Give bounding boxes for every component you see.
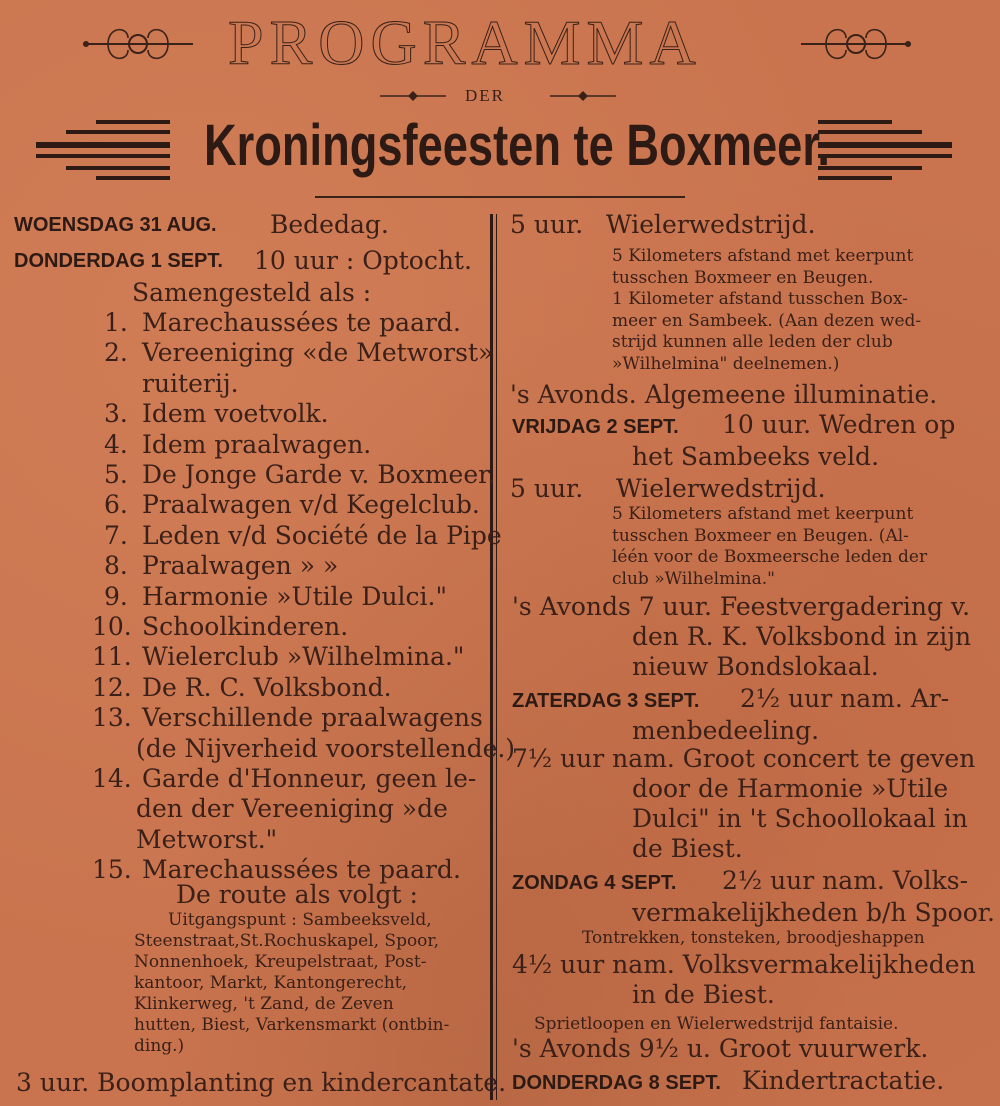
concert-line: Dulci" in 't Schoollokaal in xyxy=(632,804,968,833)
list-item-number: 6. xyxy=(104,490,128,520)
zondag-small: Tontrekken, tonsteken, broodjeshappen xyxy=(582,928,925,948)
donderdag-text: 10 uur : Optocht. xyxy=(254,246,472,275)
vuurwerk-line: 's Avonds 9½ u. Groot vuurwerk. xyxy=(512,1034,929,1063)
list-item: De Jonge Garde v. Boxmeer. xyxy=(142,460,496,489)
list-item-number: 3. xyxy=(104,399,128,429)
list-item: Idem voetvolk. xyxy=(142,399,329,429)
zondag-day: ZONDAG 4 SEPT. xyxy=(512,872,677,894)
list-item: Marechaussées te paard. xyxy=(142,855,461,885)
feestvergadering-line: nieuw Bondslokaal. xyxy=(632,652,879,681)
list-item-continuation: den der Vereeniging »de xyxy=(136,794,448,824)
list-item: Verschillende praalwagens xyxy=(142,703,483,733)
list-item: De R. C. Volksbond. xyxy=(142,672,392,702)
right-rule-bars-icon xyxy=(818,120,952,184)
list-item: Vereeniging «de Metworst» xyxy=(142,338,494,368)
vrijdag-text1: 10 uur. Wedren op xyxy=(722,410,956,439)
wieler1-detail-line: meer en Sambeek. (Aan dezen wed- xyxy=(612,310,922,331)
der-left-ornament-icon xyxy=(378,88,448,104)
route-line: kantoor, Markt, Kantongerecht, xyxy=(134,973,407,993)
page-title: PROGRAMMA xyxy=(228,7,702,78)
avonds-illuminatie: 's Avonds. Algemeene illuminatie. xyxy=(510,380,938,409)
column-divider-2 xyxy=(496,214,497,1100)
list-item-number: 11. xyxy=(92,642,132,672)
wieler1-detail-line: 1 Kilometer afstand tusschen Box- xyxy=(612,289,908,309)
der-label: DER xyxy=(465,86,505,105)
donderdag8-text: Kindertractatie. xyxy=(742,1066,945,1095)
route-line: Steenstraat,St.Rochuskapel, Spoor, xyxy=(134,931,440,951)
route-line: Uitgangspunt : Sambeeksveld, xyxy=(168,910,432,930)
list-item: Praalwagen v/d Kegelclub. xyxy=(142,490,480,520)
route-line: ding.) xyxy=(134,1036,185,1056)
wieler2-detail-line: 5 Kilometers afstand met keerpunt xyxy=(612,504,914,524)
route-line: Nonnenhoek, Kreupelstraat, Post- xyxy=(134,952,427,972)
zaterdag-text1: 2½ uur nam. Ar- xyxy=(740,684,950,713)
list-item-number: 5. xyxy=(104,460,128,489)
list-item-number: 12. xyxy=(92,672,132,702)
concert-line: de Biest. xyxy=(632,834,743,863)
woensdag-day: WOENSDAG 31 AUG. xyxy=(14,214,217,236)
spriet-line: Sprietloopen en Wielerwedstrijd fantaisie. xyxy=(534,1014,899,1034)
vrijdag-text2: het Sambeeks veld. xyxy=(632,442,880,471)
right-flourish-icon xyxy=(796,14,916,74)
woensdag-text: Bededag. xyxy=(270,210,389,239)
list-item-continuation: ruiterij. xyxy=(142,368,239,398)
vrijdag-day: VRIJDAG 2 SEPT. xyxy=(512,416,679,438)
list-item: Garde d'Honneur, geen le- xyxy=(142,764,477,793)
list-item-number: 9. xyxy=(104,581,128,611)
wieler1-detail-line: »Wilhelmina" deelnemen.) xyxy=(612,353,840,374)
route-line: Klinkerweg, 't Zand, de Zeven xyxy=(134,994,394,1014)
route-heading: De route als volgt : xyxy=(176,880,418,909)
samengesteld-label: Samengesteld als : xyxy=(132,278,372,307)
list-item-number: 14. xyxy=(92,764,132,793)
list-item: Marechaussées te paard. xyxy=(142,308,461,337)
volks-line: 4½ uur nam. Volksvermakelijkheden xyxy=(512,950,976,979)
left-rule-bars-icon xyxy=(36,120,170,184)
list-item: Wielerclub »Wilhelmina." xyxy=(142,642,465,672)
route-line: hutten, Biest, Varkensmarkt (ontbin- xyxy=(134,1015,450,1035)
list-item-number: 2. xyxy=(104,338,128,368)
donderdag-day: DONDERDAG 1 SEPT. xyxy=(14,250,223,272)
list-item-number: 4. xyxy=(104,429,128,459)
list-item-number: 10. xyxy=(92,612,132,641)
list-item: Leden v/d Société de la Pipe xyxy=(142,520,502,550)
list-item: Schoolkinderen. xyxy=(142,612,349,641)
list-item: Harmonie »Utile Dulci." xyxy=(142,581,447,611)
list-item-continuation: (de Nijverheid voorstellende.) xyxy=(136,733,516,763)
der-right-ornament-icon xyxy=(548,88,618,104)
list-item-number: 15. xyxy=(92,855,132,885)
concert-line: door de Harmonie »Utile xyxy=(632,774,949,803)
list-item-continuation: Metworst." xyxy=(136,824,278,854)
zondag-text2: vermakelijkheden b/h Spoor. xyxy=(632,898,995,927)
list-item-number: 8. xyxy=(104,551,128,581)
wieler2-detail-line: club »Wilhelmina." xyxy=(612,568,775,589)
feestvergadering-line: den R. K. Volksbond in zijn xyxy=(632,622,972,651)
list-item-number: 7. xyxy=(104,520,128,550)
page-subtitle: Kroningsfeesten te Boxmeer. xyxy=(204,113,831,178)
boomplanting-line: 3 uur. Boomplanting en kindercantate. xyxy=(16,1068,507,1097)
wieler1-detail-line: strijd kunnen alle leden der club xyxy=(612,332,893,352)
list-item-number: 1. xyxy=(104,308,128,337)
feestvergadering-line: 's Avonds 7 uur. Feestvergadering v. xyxy=(512,592,971,621)
wieler1-title: Wielerwedstrijd. xyxy=(606,210,816,239)
wieler1-detail-line: 5 Kilometers afstand met keerpunt xyxy=(612,246,914,266)
zondag-text1: 2½ uur nam. Volks- xyxy=(722,866,969,895)
list-item-number: 13. xyxy=(92,703,132,733)
volks-line: in de Biest. xyxy=(632,980,775,1009)
wieler2-time: 5 uur. xyxy=(510,474,584,503)
wieler1-time: 5 uur. xyxy=(510,210,584,239)
wieler2-detail-line: léén voor de Boxmeersche leden der xyxy=(612,547,928,567)
concert-line: 7½ uur nam. Groot concert te geven xyxy=(512,744,976,773)
zaterdag-text2: menbedeeling. xyxy=(632,716,820,745)
donderdag8-day: DONDERDAG 8 SEPT. xyxy=(512,1072,721,1094)
left-flourish-icon xyxy=(78,14,198,74)
zaterdag-day: ZATERDAG 3 SEPT. xyxy=(512,690,700,712)
wieler2-title: Wielerwedstrijd. xyxy=(616,474,826,503)
header-divider xyxy=(315,196,685,198)
wieler1-detail-line: tusschen Boxmeer en Beugen. xyxy=(612,267,874,288)
list-item: Idem praalwagen. xyxy=(142,429,372,459)
wieler2-detail-line: tusschen Boxmeer en Beugen. (Al- xyxy=(612,525,909,546)
list-item: Praalwagen » » xyxy=(142,551,339,581)
